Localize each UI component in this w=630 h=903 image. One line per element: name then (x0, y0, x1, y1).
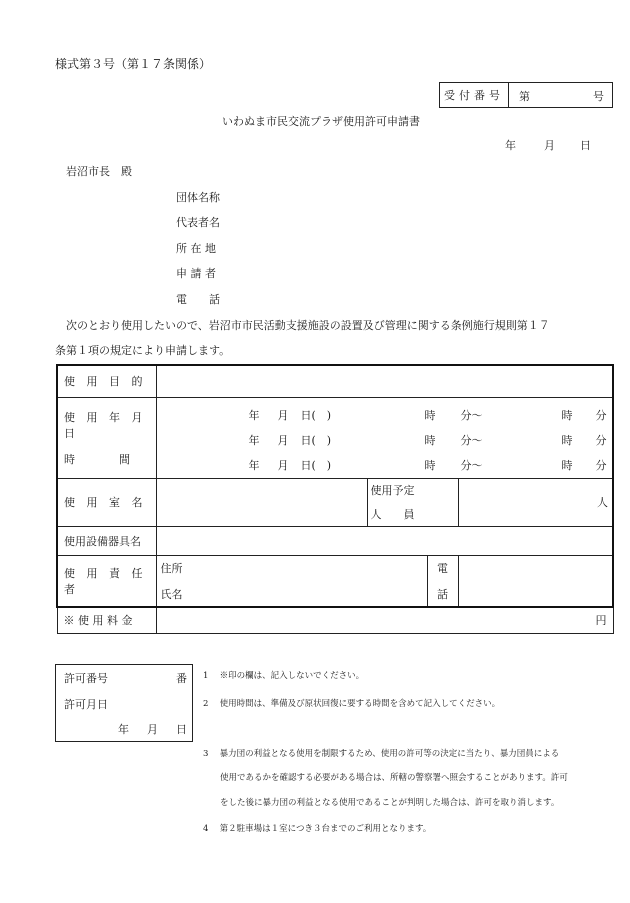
date-time-label: 使 用 年 月 日 時 間 (57, 397, 156, 478)
equipment-label: 使用設備器具名 (57, 526, 156, 555)
planned-people-field[interactable]: 人 (458, 478, 613, 526)
equipment-field[interactable] (156, 526, 613, 555)
permit-day: 日 (176, 723, 187, 736)
manager-phone-label: 電 話 (427, 555, 458, 607)
date-month: 月 (544, 139, 555, 152)
representative-label: 代表者名 (176, 216, 220, 229)
address-label: 所 在 地 (176, 242, 216, 255)
date-year: 年 (505, 139, 516, 152)
note-4: 4 第２駐車場は１室につき３台までのご利用となります。 (203, 824, 432, 834)
date-time-field[interactable]: 年 月 日( ) 時 分～ 時 分 年 月 日( ) 時 分～ 時 分 年 月 日( ) 時 分～ 時 分 (156, 397, 613, 478)
planned-people-label: 使用予定 人 員 (367, 478, 458, 526)
receipt-prefix: 第 (519, 90, 530, 103)
note-3-line-2: 使用であるかを確認する必要がある場合は、所轄の警察署へ照会することがあります。許可 (220, 773, 568, 783)
manager-address-name-field[interactable]: 住所 氏名 (156, 555, 427, 607)
applicant-label: 申 請 者 (176, 267, 216, 280)
room-label: 使 用 室 名 (57, 478, 156, 526)
permit-box (55, 664, 193, 742)
group-name-label: 団体名称 (176, 191, 220, 204)
permit-number-suffix: 番 (176, 672, 187, 685)
receipt-number-box (439, 82, 613, 108)
room-field[interactable] (156, 478, 367, 526)
receipt-number-field[interactable] (509, 83, 612, 107)
purpose-field[interactable] (156, 365, 613, 397)
receipt-label: 受付番号 (440, 83, 509, 107)
fee-field: 円 (156, 607, 613, 633)
note-3: 3 暴力団の利益となる使用を制限するため、使用の許可等の決定に当たり、暴力団員による (203, 749, 560, 759)
permit-number-label: 許可番号 (64, 672, 108, 685)
note-1: 1 ※印の欄は、記入しないでください。 (203, 671, 365, 681)
purpose-label: 使 用 目 的 (57, 365, 156, 397)
date-day: 日 (580, 139, 591, 152)
page-title: いわぬま市民交流プラザ使用許可申請書 (222, 115, 420, 128)
permit-year: 年 (118, 723, 129, 736)
permit-date-label: 許可月日 (64, 698, 108, 711)
phone-label: 電 話 (176, 293, 220, 306)
intro-line-2: 条第１項の規定により申請します。 (55, 344, 231, 357)
note-2: 2 使用時間は、準備及び原状回復に要する時間を含めて記入してください。 (203, 699, 501, 709)
permit-month: 月 (147, 723, 158, 736)
form-number: 様式第３号（第１７条関係） (55, 57, 212, 71)
fee-label: ※ 使 用 料 金 (57, 607, 156, 633)
intro-line-1: 次のとおり使用したいので、岩沼市市民活動支援施設の設置及び管理に関する条例施行規則第１７ (66, 319, 550, 332)
application-table (56, 364, 614, 634)
receipt-suffix: 号 (593, 90, 604, 103)
addressee: 岩沼市長 殿 (66, 165, 132, 178)
manager-phone-field[interactable] (458, 555, 613, 607)
note-3-line-3: をした後に暴力団の利益となる使用であることが判明した場合は、許可を取り消します。 (220, 798, 560, 808)
manager-label: 使 用 責 任 者 (57, 555, 156, 607)
